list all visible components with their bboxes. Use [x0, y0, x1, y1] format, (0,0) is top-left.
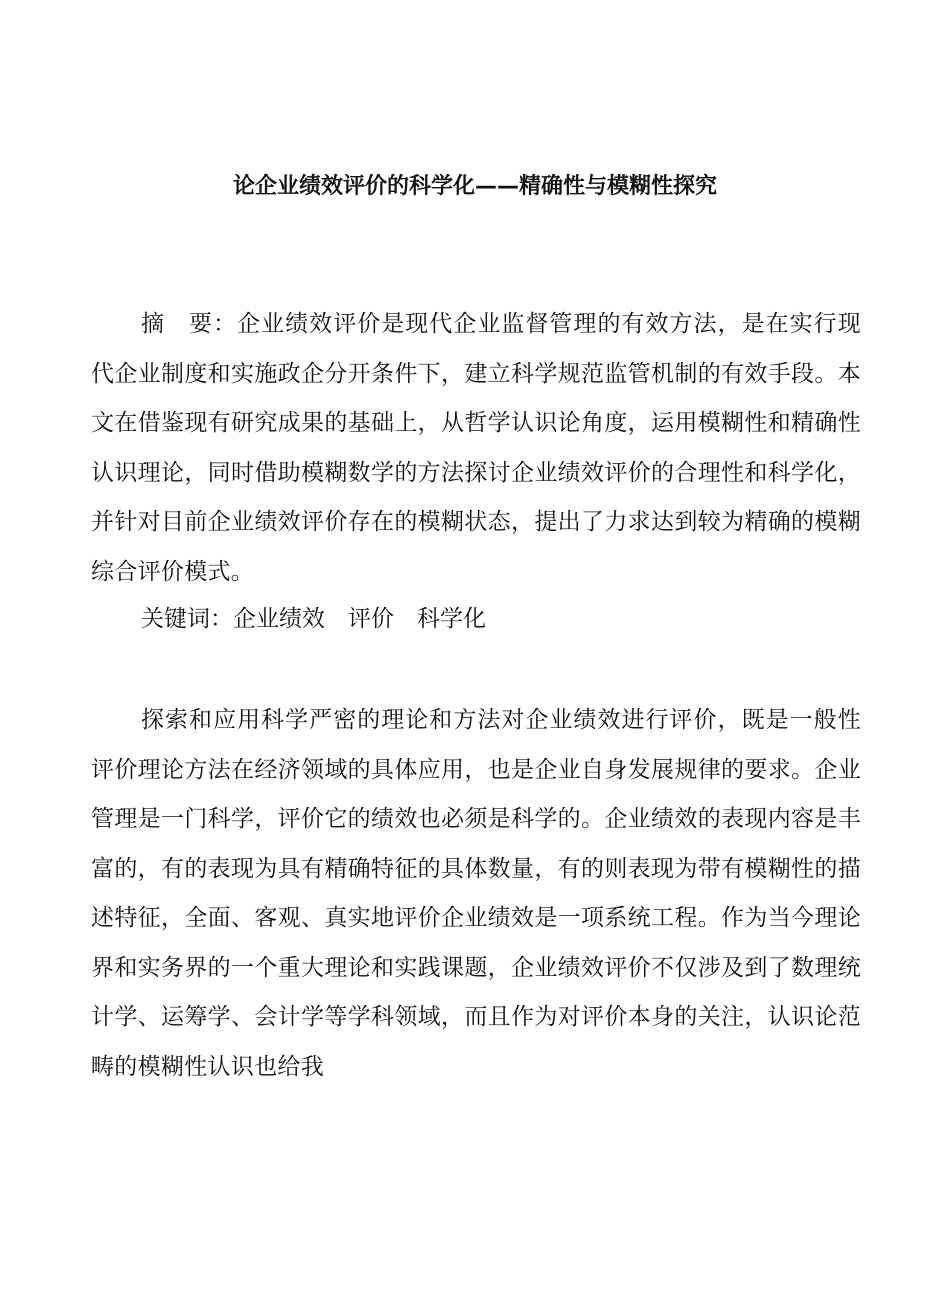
document-title: 论企业绩效评价的科学化——精确性与模糊性探究: [232, 174, 717, 199]
body-paragraph: 探索和应用科学严密的理论和方法对企业绩效进行评价，既是一般性评价理论方法在经济领域的具体应用，也是企业自身发展规律的要求。企业管理是一门科学，评价它的绩效也必须是科学的。企业绩效的表现内容是丰富的，有的表现为具有精确特征的具体数量，有的则表现为带有模糊性的描述特征，全面、客观、真实地评价企业绩效是一项系统工程。作为当今理论界和实务界的一个重大理论和实践课题，企业绩效评价不仅涉及到了数理统计学、运筹学、会计学等学科领域，而且作为对评价本身的关注，认识论范畴的模糊性认识也给我: [91, 707, 861, 1080]
abstract-paragraph: 摘 要：企业绩效评价是现代企业监督管理的有效方法，是在实行现代企业制度和实施政企分开条件下，建立科学规范监管机制的有效手段。本文在借鉴现有研究成果的基础上，从哲学认识论角度，运用模糊性和精确性认识理论，同时借助模糊数学的方法探讨企业绩效评价的合理性和科学化，并针对目前企业绩效评价存在的模糊状态，提出了力求达到较为精确的模糊综合评价模式。: [91, 311, 861, 585]
keywords-line: 关键词：企业绩效 评价 科学化: [141, 606, 486, 632]
